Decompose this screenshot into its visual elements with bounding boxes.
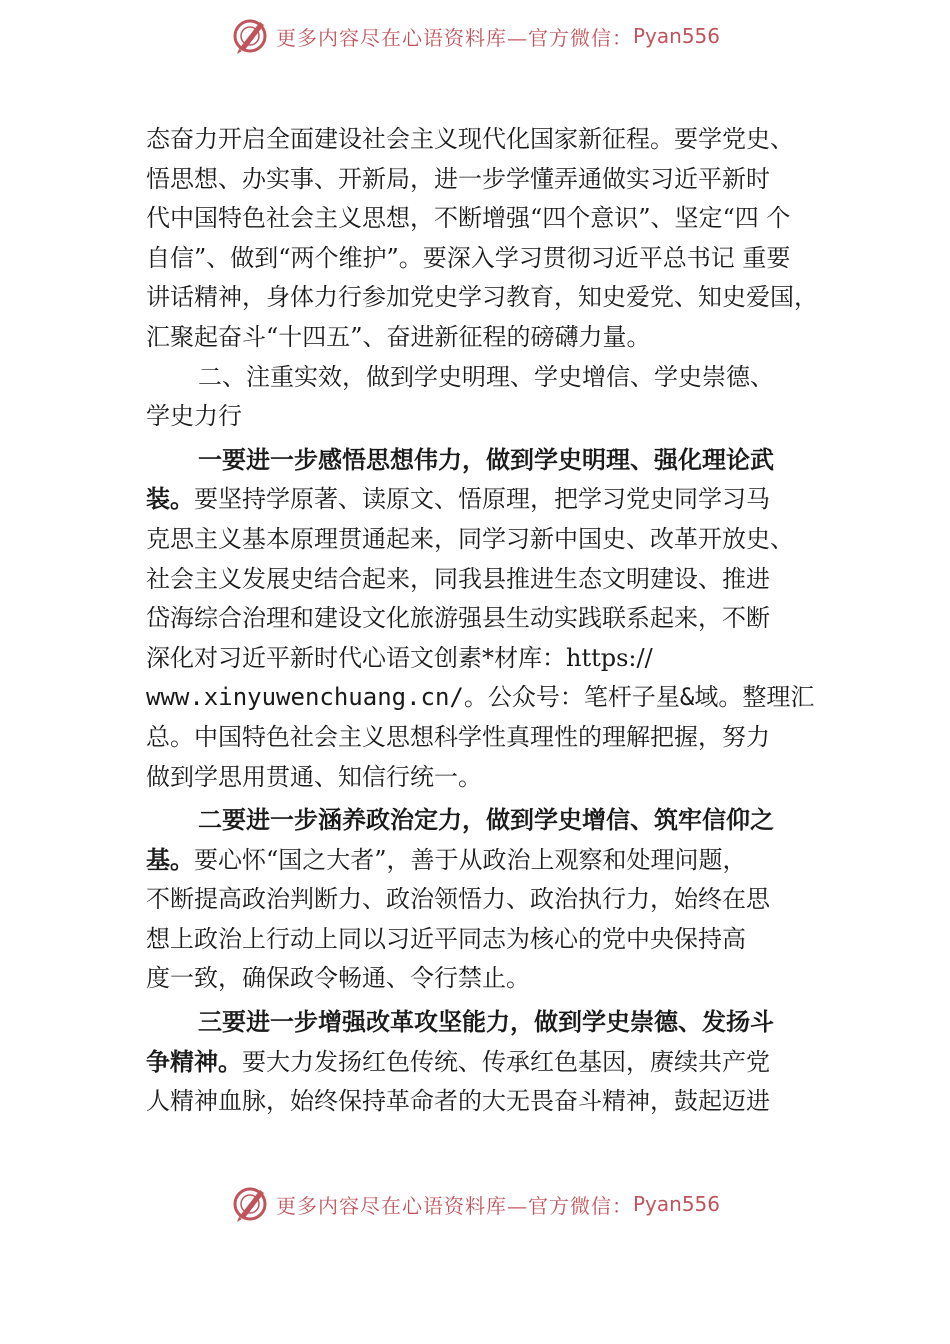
item-heading: 一要进一步感悟思想伟力，做到学史明理、强化理论武 [198,445,774,474]
text-line: 代中国特色社会主义思想，不断增强“四个意识”、坚定“四 个 [146,204,791,233]
banner-wechat-id: Pyan556 [632,1192,720,1216]
section-heading-cont: 学史力行 [146,402,242,431]
text-line: 深化对习近平新时代心语文创素*材库：https:// [146,643,653,672]
text-line: 讲话精神，身体力行参加党史学习教育，知史爱党、知史爱国， [146,283,818,312]
text-line: 度一致，确保政令畅通、令行禁止。 [146,964,530,993]
footer-banner [0,1182,950,1226]
item-text: 要大力发扬红色传统、传承红色基因，赓续共产党 [242,1047,770,1076]
banner-wechat-id: Pyan556 [632,24,720,48]
text-line: 态奋力开启全面建设社会主义现代化国家新征程。要学党史、 [146,125,794,153]
banner-text: 更多内容尽在心语资料库—官方微信： [275,25,633,50]
pen-logo-icon [230,1184,270,1224]
text-line: 总。中国特色社会主义思想科学性真理性的理解把握，努力 [146,722,770,751]
item-lead-line [146,1043,836,1083]
item-heading-end: 基。 [146,845,194,874]
section-heading: 二、注重实效，做到学史明理、学史增信、学史崇德、 [198,362,774,391]
text-line: 人精神血脉，始终保持革命者的大无畏奋斗精神，鼓起迈进 [146,1087,770,1116]
header-banner [0,14,950,58]
pen-logo-icon [230,16,270,56]
text-line: 社会主义发展史结合起来，同我县推进生态文明建设、推进 [146,564,770,593]
text-line: 不断提高政治判断力、政治领悟力、政治执行力，始终在思 [146,885,770,914]
item-heading-end: 装。 [146,485,194,514]
text-line: 汇聚起奋斗“十四五”、奋进新征程的磅礴力量。 [146,322,651,351]
item-lead-line [146,841,836,881]
text-line: 做到学思用贯通、知信行统一。 [146,762,482,791]
item-text: 要心怀“国之大者”，善于从政治上观察和处理问题， [194,845,747,874]
item-heading: 二要进一步涵养政治定力，做到学史增信、筑牢信仰之 [198,806,774,835]
text-line-url: www.xinyuwenchuang.cn/。公众号：笔杆子星&域。整理汇 [146,683,815,712]
text-line: 悟思想、办实事、开新局，进一步学懂弄通做实习近平新时 [146,164,770,193]
item-lead-line [146,480,836,520]
text-line: 自信”、做到“两个维护”。要深入学习贯彻习近平总书记 重要 [146,243,791,272]
text-line: 岱海综合治理和建设文化旅游强县生动实践联系起来，不断 [146,604,770,633]
text-line: 克思主义基本原理贯通起来，同学习新中国史、改革开放史、 [146,524,794,553]
document-body [146,120,836,1122]
item-heading-end: 争精神。 [146,1047,242,1076]
item-text: 要坚持学原著、读原文、悟原理，把学习党史同学习马 [194,485,770,514]
banner-text: 更多内容尽在心语资料库—官方微信： [275,1193,633,1218]
item-heading: 三要进一步增强改革攻坚能力，做到学史崇德、发扬斗 [198,1008,774,1037]
text-line: 想上政治上行动上同以习近平同志为核心的党中央保持高 [146,924,746,953]
